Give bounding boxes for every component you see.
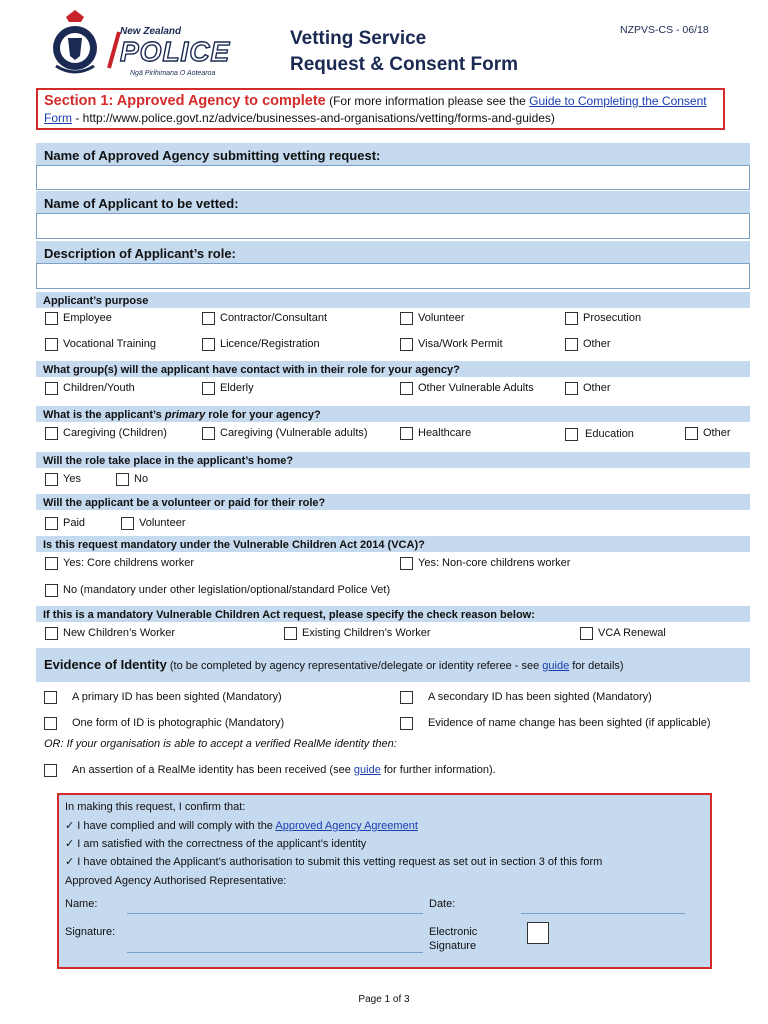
- purpose-other-checkbox[interactable]: [565, 338, 578, 351]
- reason-heading: If this is a mandatory Vulnerable Children Act request, please specify the check reason below:: [36, 605, 750, 622]
- evidence-photo-label: One form of ID is photographic (Mandatory): [72, 717, 285, 729]
- date-label: Date:: [429, 898, 456, 910]
- reason-renewal-label: VCA Renewal: [598, 627, 666, 639]
- confirm-line-3: [65, 855, 602, 868]
- purpose-volunteer-label: Volunteer: [418, 312, 465, 324]
- groups-elderly-label: Elderly: [220, 382, 254, 394]
- purpose-visa-checkbox[interactable]: [400, 338, 413, 351]
- primary-heading-em: primary: [164, 409, 206, 421]
- paid-checkbox[interactable]: [45, 517, 58, 530]
- vca-heading: Is this request mandatory under the Vulnerable Children Act 2014 (VCA)?: [36, 535, 750, 552]
- groups-vulnerable-label: Other Vulnerable Adults: [418, 382, 534, 394]
- reason-new-checkbox[interactable]: [45, 627, 58, 640]
- groups-vulnerable-checkbox[interactable]: [400, 382, 413, 395]
- role-label: Description of Applicant’s role:: [36, 240, 750, 264]
- agency-input[interactable]: [36, 165, 750, 190]
- purpose-heading: Applicant’s purpose: [36, 291, 750, 308]
- vca-core-checkbox[interactable]: [45, 557, 58, 570]
- police-crest-icon: [50, 8, 100, 78]
- groups-children-checkbox[interactable]: [45, 382, 58, 395]
- reason-renewal-checkbox[interactable]: [580, 627, 593, 640]
- logo-sub-text: Ngā Pirihimana O Aotearoa: [130, 70, 216, 77]
- confirm-line-1-pre: I have complied and will comply with the: [77, 820, 276, 832]
- electronic-signature-checkbox[interactable]: [527, 922, 549, 944]
- role-input[interactable]: [36, 263, 750, 289]
- applicant-label: Name of Applicant to be vetted:: [36, 190, 750, 214]
- primary-education-checkbox[interactable]: [565, 428, 578, 441]
- vca-noncore-label: Yes: Non-core childrens worker: [418, 557, 571, 569]
- purpose-employee-checkbox[interactable]: [45, 312, 58, 325]
- agency-agreement-link[interactable]: Approved Agency Agreement: [275, 820, 418, 832]
- purpose-prosecution-label: Prosecution: [583, 312, 642, 324]
- reason-existing-checkbox[interactable]: [284, 627, 297, 640]
- home-heading: Will the role take place in the applicant’s home?: [36, 451, 750, 468]
- primary-caregiving-children-checkbox[interactable]: [45, 427, 58, 440]
- vca-core-label: Yes: Core childrens worker: [63, 557, 195, 569]
- realme-guide-link[interactable]: guide: [353, 764, 381, 776]
- logo-top-text: New Zealand: [120, 26, 182, 37]
- primary-caregiving-adults-label: Caregiving (Vulnerable adults): [220, 427, 368, 439]
- applicant-input[interactable]: [36, 213, 750, 239]
- logo-main-text: POLICE: [120, 36, 231, 67]
- page-number: Page 1 of 3: [358, 994, 410, 1005]
- confirm-line-1: [65, 819, 418, 832]
- realme-or-note: OR: If your organisation is able to accept a verified RealMe identity then:: [44, 738, 397, 750]
- home-no-checkbox[interactable]: [116, 473, 129, 486]
- evidence-namechange-checkbox[interactable]: [400, 717, 413, 730]
- paid-heading: Will the applicant be a volunteer or paid for their role?: [36, 493, 750, 510]
- signature-line[interactable]: [127, 952, 423, 953]
- agency-label: Name of Approved Agency submitting vetting request:: [36, 142, 750, 166]
- primary-caregiving-adults-checkbox[interactable]: [202, 427, 215, 440]
- evidence-heading: [36, 648, 750, 682]
- purpose-contractor-checkbox[interactable]: [202, 312, 215, 325]
- section1-box: [36, 88, 725, 130]
- date-line[interactable]: [521, 913, 685, 914]
- primary-role-heading: [36, 405, 750, 422]
- realme-label: [72, 764, 496, 776]
- purpose-volunteer-checkbox[interactable]: [400, 312, 413, 325]
- primary-other-label: Other: [703, 427, 731, 439]
- police-logo: [50, 8, 250, 78]
- evidence-title: Evidence of Identity: [44, 657, 167, 672]
- vca-no-checkbox[interactable]: [45, 584, 58, 597]
- purpose-vocational-label: Vocational Training: [63, 338, 156, 350]
- realme-pre: An assertion of a RealMe identity has been received (see: [72, 764, 354, 776]
- purpose-licence-checkbox[interactable]: [202, 338, 215, 351]
- evidence-photo-checkbox[interactable]: [44, 717, 57, 730]
- confirm-line-3-text: I have obtained the Applicant’s authorisation to submit this vetting request as set out in section 3 of this form: [77, 856, 603, 868]
- signature-label: Signature:: [65, 926, 116, 938]
- paid-label: Paid: [63, 517, 86, 529]
- representative-label: Approved Agency Authorised Representative:: [65, 875, 287, 887]
- primary-heading-post: role for your agency?: [205, 409, 321, 421]
- evidence-namechange-label: Evidence of name change has been sighted (if applicable): [428, 717, 711, 729]
- home-yes-label: Yes: [63, 473, 81, 485]
- groups-other-label: Other: [583, 382, 611, 394]
- primary-education-label: Education: [585, 428, 634, 440]
- confirm-line-2: [65, 837, 366, 850]
- evidence-note-post: for details): [569, 660, 624, 672]
- evidence-note-pre: (to be completed by agency representative/delegate or identity referee - see: [166, 660, 543, 672]
- primary-heading-pre: What is the applicant’s: [43, 409, 165, 421]
- volunteer-role-label: Volunteer: [139, 517, 186, 529]
- evidence-primary-label: A primary ID has been sighted (Mandatory): [72, 691, 282, 703]
- purpose-employee-label: Employee: [63, 312, 112, 324]
- purpose-licence-label: Licence/Registration: [220, 338, 320, 350]
- groups-other-checkbox[interactable]: [565, 382, 578, 395]
- home-yes-checkbox[interactable]: [45, 473, 58, 486]
- check-icon: ✓: [65, 856, 75, 868]
- form-title-line2: Request & Consent Form: [290, 54, 519, 75]
- section1-post: - http://www.police.govt.nz/advice/businesses-and-organisations/vetting/forms-and-guides): [72, 111, 555, 125]
- vca-noncore-checkbox[interactable]: [400, 557, 413, 570]
- confirm-intro: In making this request, I confirm that:: [65, 801, 246, 813]
- purpose-vocational-checkbox[interactable]: [45, 338, 58, 351]
- electronic-signature-label-2: Signature: [429, 940, 477, 952]
- confirmation-box: [57, 793, 712, 969]
- evidence-secondary-label: A secondary ID has been sighted (Mandatory): [428, 691, 652, 703]
- realme-checkbox[interactable]: [44, 764, 57, 777]
- evidence-guide-link[interactable]: guide: [542, 660, 570, 672]
- evidence-secondary-checkbox[interactable]: [400, 691, 413, 704]
- groups-elderly-checkbox[interactable]: [202, 382, 215, 395]
- form-code: NZPVS-CS - 06/18: [620, 24, 709, 36]
- vca-no-label: No (mandatory under other legislation/optional/standard Police Vet): [63, 584, 391, 596]
- check-icon: ✓: [65, 838, 75, 850]
- primary-caregiving-children-label: Caregiving (Children): [63, 427, 167, 439]
- groups-heading: What group(s) will the applicant have contact with in their role for your agency?: [36, 360, 750, 377]
- electronic-signature-label-1: Electronic: [429, 926, 478, 938]
- realme-post: for further information).: [380, 764, 496, 776]
- form-title-line1: Vetting Service: [290, 28, 427, 49]
- reason-new-label: New Children’s Worker: [63, 627, 176, 639]
- purpose-contractor-label: Contractor/Consultant: [220, 312, 327, 324]
- volunteer-role-checkbox[interactable]: [121, 517, 134, 530]
- purpose-visa-label: Visa/Work Permit: [418, 338, 503, 350]
- section1-pre: (For more information please see the: [325, 94, 530, 108]
- primary-other-checkbox[interactable]: [685, 427, 698, 440]
- groups-children-label: Children/Youth: [63, 382, 135, 394]
- purpose-other-label: Other: [583, 338, 611, 350]
- evidence-primary-checkbox[interactable]: [44, 691, 57, 704]
- reason-existing-label: Existing Children’s Worker: [302, 627, 431, 639]
- name-label: Name:: [65, 898, 98, 910]
- confirm-line-2-text: I am satisfied with the correctness of the applicant’s identity: [77, 838, 367, 850]
- section1-title: Section 1: Approved Agency to complete: [44, 93, 326, 109]
- name-line[interactable]: [127, 913, 423, 914]
- purpose-prosecution-checkbox[interactable]: [565, 312, 578, 325]
- primary-healthcare-checkbox[interactable]: [400, 427, 413, 440]
- primary-healthcare-label: Healthcare: [418, 427, 472, 439]
- guide-link[interactable]: Guide to Completing the Consent Form: [44, 94, 707, 125]
- check-icon: ✓: [65, 820, 75, 832]
- home-no-label: No: [134, 473, 149, 485]
